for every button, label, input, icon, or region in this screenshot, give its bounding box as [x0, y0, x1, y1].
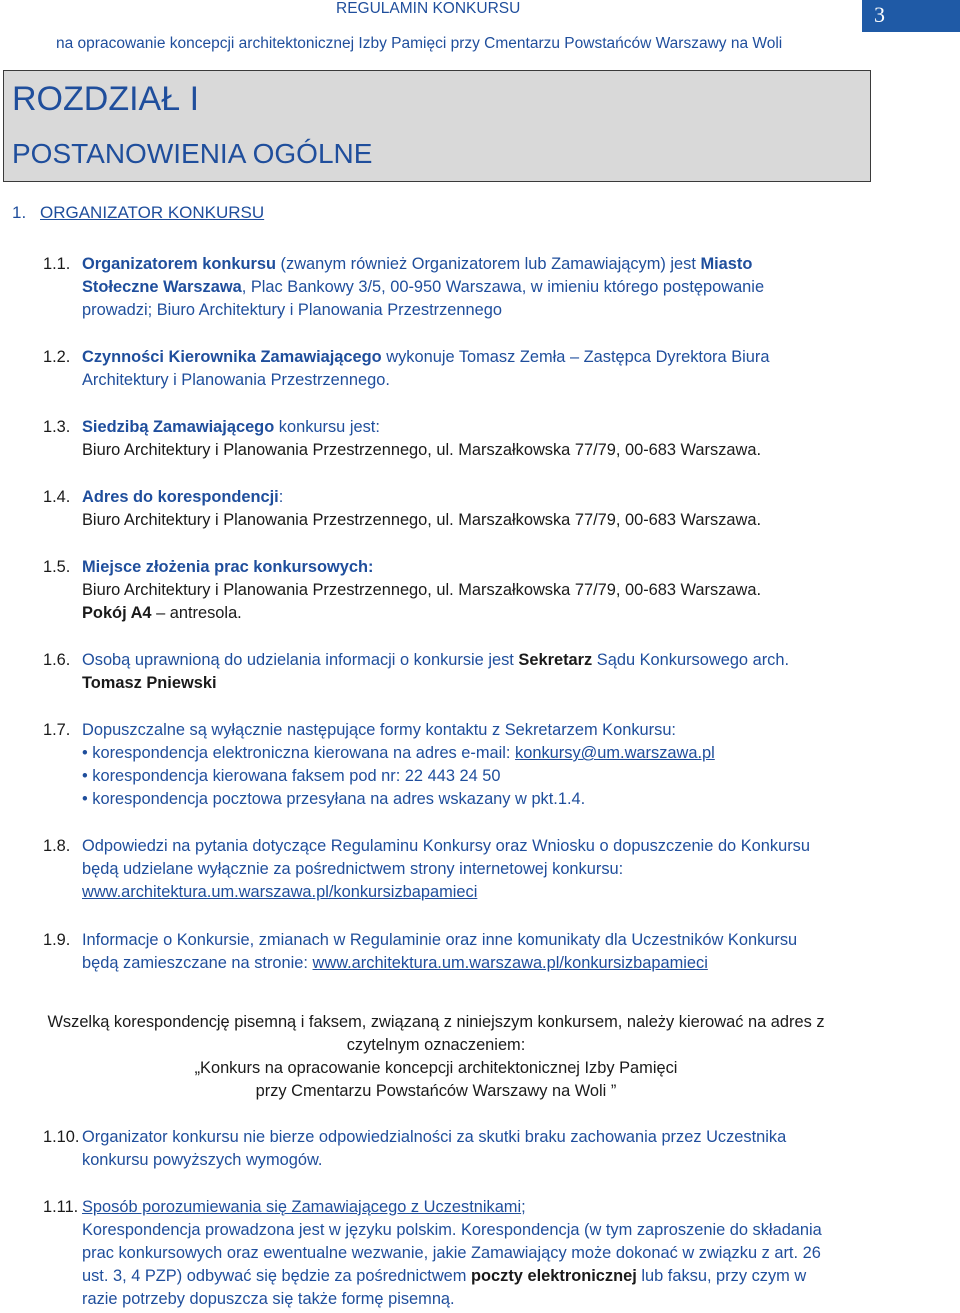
item-1-11: [43, 1196, 833, 1311]
item-number: 1.8.: [43, 837, 71, 855]
item-text: [82, 346, 833, 392]
item-body: (zwanym również Organizatorem lub Zamawiającym) jest: [276, 255, 701, 273]
item-text: [82, 486, 833, 532]
item-number: 1.2.: [43, 348, 71, 366]
item-bold: Miejsce złożenia prac konkursowych:: [82, 558, 374, 576]
chapter-title: ROZDZIAŁ I: [12, 80, 200, 118]
list-item-text: • korespondencja elektroniczna kierowana na adres e-mail:: [82, 744, 516, 762]
item-text: [82, 835, 833, 904]
item-bold: Sekretarz: [518, 651, 593, 669]
list-item: • korespondencja kierowana faksem pod nr: 22 443 24 50: [82, 767, 501, 785]
item-number: 1.1.: [43, 255, 71, 273]
item-body: , Plac Bankowy 3/5, 00-950 Warszawa, w imieniu którego postępowanie prowadzi; Biuro Architektury i Planowania Przestrzennego: [82, 278, 765, 319]
item-number: 1.5.: [43, 558, 71, 576]
notice-label-line2: przy Cmentarzu Powstańców Warszawy na Woli ”: [255, 1082, 617, 1100]
item-1-1: [43, 253, 833, 322]
item-1-3: [43, 416, 833, 462]
section-number: 1.: [12, 203, 27, 222]
item-bold: Adres do korespondencji: [82, 488, 279, 506]
item-number: 1.3.: [43, 418, 71, 436]
item-1-4: [43, 486, 833, 532]
item-1-7: [43, 719, 833, 811]
item-body: :: [278, 488, 284, 506]
item-number: 1.11.: [43, 1198, 79, 1216]
notice-text: Wszelką korespondencję pisemną i faksem, związaną z niniejszym konkursem, należy kierować na adres z czytelnym oznaczeniem:: [47, 1013, 825, 1054]
item-body: konkursu jest:: [274, 418, 380, 436]
item-body: ;: [521, 1198, 526, 1216]
item-body: Organizator konkursu nie bierze odpowiedzialności za skutki braku zachowania przez Uczestnika konkursu powyższych wymogów.: [82, 1128, 787, 1169]
item-bold: Tomasz Pniewski: [82, 674, 217, 692]
item-body: lub faksu, przy czym w razie potrzeby dopuszcza się także formę pisemną.: [82, 1267, 807, 1308]
item-1-8: [43, 835, 833, 904]
item-text: [82, 719, 833, 811]
item-number: 1.10.: [43, 1128, 80, 1146]
item-text: [82, 416, 833, 462]
address-line: Biuro Architektury i Planowania Przestrzennego, ul. Marszałkowska 77/79, 00-683 Warszawa.: [82, 581, 762, 599]
item-bold: poczty elektronicznej: [471, 1267, 637, 1285]
item-text: [82, 649, 833, 695]
item-number: 1.7.: [43, 721, 71, 739]
address-line: Biuro Architektury i Planowania Przestrzennego, ul. Marszałkowska 77/79, 00-683 Warszawa.: [82, 511, 762, 529]
item-text: [82, 253, 833, 322]
item-1-9: [43, 929, 833, 975]
item-body: wykonuje Tomasz Zemła – Zastępca Dyrektora Biura Architektury i Planowania Przestrzennego.: [82, 348, 770, 389]
item-text: [82, 556, 833, 625]
website-link[interactable]: www.architektura.um.warszawa.pl/konkursizbapamieci: [312, 954, 708, 972]
item-body: Informacje o Konkursie, zmianach w Regulaminie oraz inne komunikaty dla Uczestników Konkursu będą zamieszczane na stronie:: [82, 931, 798, 972]
list-item: [82, 742, 833, 765]
page-number: 3: [874, 2, 885, 27]
item-body: Odpowiedzi na pytania dotyczące Regulaminu Konkursy oraz Wniosku o dopuszczenie do Konkursu będą udzielane wyłącznie za pośrednictwem strony internetowej konkursu:: [82, 837, 810, 878]
item-number: 1.9.: [43, 931, 71, 949]
item-number: 1.6.: [43, 651, 71, 669]
item-body: Sądu Konkursowego arch.: [592, 651, 790, 669]
item-paragraph: [82, 1219, 833, 1311]
section-heading: [12, 203, 264, 223]
item-subheading: Sposób porozumiewania się Zamawiającego z Uczestnikami: [82, 1198, 522, 1216]
item-text: [82, 1126, 833, 1172]
item-body: Dopuszczalne są wyłącznie następujące formy kontaktu z Sekretarzem Konkursu:: [82, 721, 676, 739]
header-subtitle: na opracowanie koncepcji architektonicznej Izby Pamięci przy Cmentarzu Powstańców Warszawy na Woli: [56, 35, 783, 52]
header-title: REGULAMIN KONKURSU: [336, 0, 521, 17]
address-line: Biuro Architektury i Planowania Przestrzennego, ul. Marszałkowska 77/79, 00-683 Warszawa.: [82, 441, 762, 459]
list-item: • korespondencja pocztowa przesyłana na adres wskazany w pkt.1.4.: [82, 790, 586, 808]
item-body: Osobą uprawnioną do udzielania informacji o konkursie jest: [82, 651, 519, 669]
item-1-6: [43, 649, 833, 695]
item-bold: Czynności Kierownika Zamawiającego: [82, 348, 382, 366]
item-text: [82, 929, 833, 975]
item-1-10: [43, 1126, 833, 1172]
correspondence-notice: [0, 1011, 872, 1103]
item-1-5: [43, 556, 833, 625]
chapter-subtitle: POSTANOWIENIA OGÓLNE: [12, 138, 373, 169]
item-bold: Organizatorem konkursu: [82, 255, 276, 273]
item-number: 1.4.: [43, 488, 71, 506]
item-body: – antresola.: [151, 604, 242, 622]
section-title: ORGANIZATOR KONKURSU: [40, 203, 265, 222]
item-body: Korespondencja prowadzona jest w języku polskim. Korespondencja (w tym zaproszenie do składania prac konkursowych oraz ewentualne wezwanie, jakie Zamawiający może dokonać w związku z art. 26 ust. 3, 4 PZP) odbywać się będzie za pośrednictwem: [82, 1221, 822, 1285]
email-link[interactable]: konkursy@um.warszawa.pl: [515, 744, 715, 762]
notice-label-line1: „Konkurs na opracowanie koncepcji architektonicznej Izby Pamięci: [194, 1059, 678, 1077]
item-bold: Pokój A4: [82, 604, 152, 622]
item-text: [82, 1196, 833, 1311]
item-bold: Miasto Stołeczne Warszawa: [82, 255, 753, 296]
item-bold: Siedzibą Zamawiającego: [82, 418, 275, 436]
item-1-2: [43, 346, 833, 392]
website-link[interactable]: www.architektura.um.warszawa.pl/konkursizbapamieci: [82, 883, 478, 901]
